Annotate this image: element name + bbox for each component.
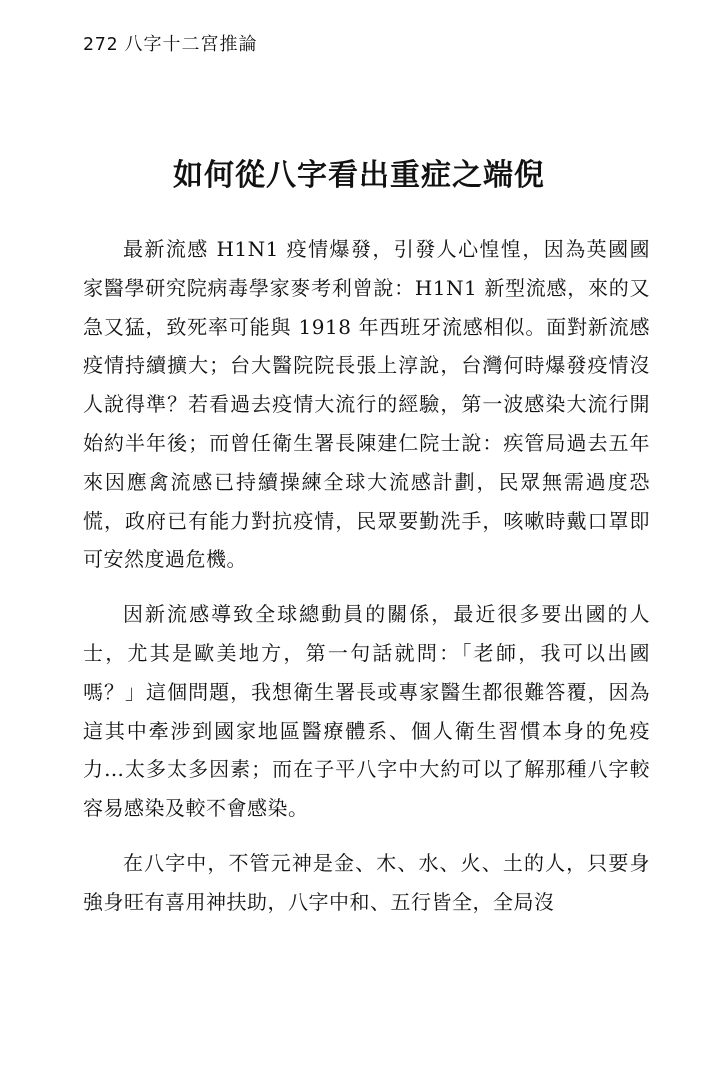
page-number: 272	[83, 34, 119, 55]
article-title: 如何從八字看出重症之端倪	[173, 158, 545, 193]
article-body	[83, 230, 650, 938]
paragraph-2: 因新流感導致全球總動員的關係，最近很多要出國的人士，尤其是歐美地方，第一句話就問：「老師，我可以出國嗎？」這個問題，我想衛生署長或專家醫生都很難答覆，因為這其中牽涉到國家地區醫療體系、個人衛生習慣本身的免疫力…太多太多因素；而在子平八字中大約可以了解那種八字較容易感染及較不會感染。	[83, 602, 650, 821]
paragraph-1: 最新流感 H1N1 疫情爆發，引發人心惶惶，因為英國國家醫學研究院病毒學家麥考利曾說：H1N1 新型流感，來的又急又猛，致死率可能與 1918 年西班牙流感相似。面對新流感疫情持續擴大；台大醫院院長張上淳說，台灣何時爆發疫情沒人說得準？若看過去疫情大流行的經驗，第一波感染大流行開始約半年後；而曾任衛生署長陳建仁院士說：疾管局過去五年來因應禽流感已持續操練全球大流感計劃，民眾無需過度恐慌，政府已有能力對抗疫情，民眾要勤洗手，咳嗽時戴口罩即可安然度過危機。	[83, 237, 650, 572]
paragraph-3: 在八字中，不管元神是金、木、水、火、土的人，只要身強身旺有喜用神扶助，八字中和、五行皆全，全局沒	[83, 850, 650, 914]
running-header	[83, 33, 258, 57]
book-title: 八字十二宮推論	[124, 34, 258, 55]
